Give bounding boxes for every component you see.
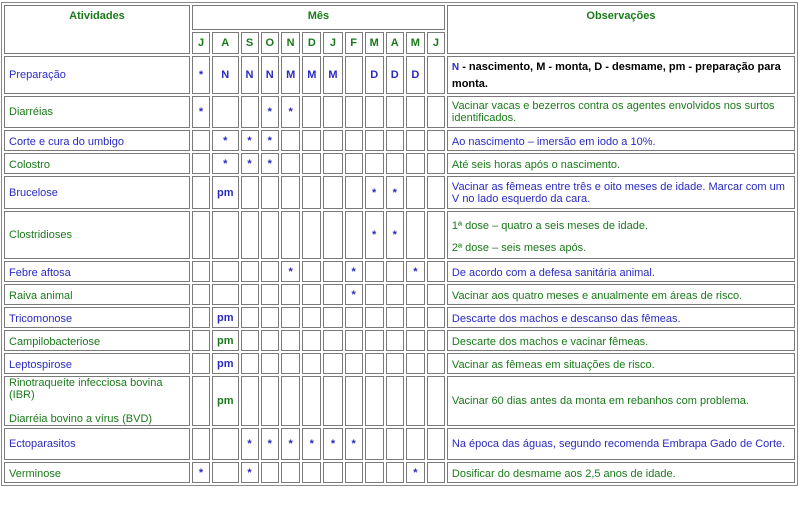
mark-cell	[345, 56, 363, 94]
observation-cell: Ao nascimento – imersão em iodo a 10%.	[447, 130, 795, 151]
month-feb: F	[345, 32, 363, 54]
observation-line: 2ª dose – seis meses após.	[451, 242, 587, 254]
mark-cell	[302, 176, 321, 209]
mark-cell: *	[192, 56, 210, 94]
mark-cell: *	[261, 130, 280, 151]
mark-cell	[302, 462, 321, 483]
mark-cell	[406, 176, 425, 209]
mark-cell	[212, 261, 239, 282]
mark-cell: *	[192, 462, 210, 483]
observation-cell: Vacinar 60 dias antes da monta em rebanhos com problema.	[447, 376, 795, 426]
mark-cell	[365, 96, 384, 128]
mark-cell: *	[241, 462, 259, 483]
mark-cell: M	[302, 56, 321, 94]
mark-cell	[386, 130, 404, 151]
mark-cell	[323, 284, 342, 305]
mark-cell	[212, 96, 239, 128]
table-row	[4, 56, 795, 94]
month-oct: O	[261, 32, 280, 54]
mark-cell	[345, 130, 363, 151]
mark-cell	[261, 211, 280, 259]
activity-cell: Corte e cura do umbigo	[4, 130, 190, 151]
mark-cell: *	[406, 261, 425, 282]
header-row	[4, 5, 795, 30]
mark-cell	[281, 307, 300, 328]
table-row	[4, 428, 795, 460]
mark-cell	[323, 261, 342, 282]
mark-cell	[345, 307, 363, 328]
mark-cell	[365, 376, 384, 426]
mark-cell	[323, 130, 342, 151]
mark-cell: *	[212, 153, 239, 174]
mark-cell: *	[345, 261, 363, 282]
table-row	[4, 376, 795, 426]
activity-cell: Diarréias	[4, 96, 190, 128]
mark-cell: *	[386, 176, 404, 209]
table-row	[4, 211, 795, 259]
mark-cell: *	[261, 428, 280, 460]
observation-cell: Descarte dos machos e descanso das fêmeas.	[447, 307, 795, 328]
mark-cell: *	[281, 96, 300, 128]
mark-cell	[241, 353, 259, 374]
mark-cell	[427, 428, 445, 460]
table-row	[4, 353, 795, 374]
mark-cell: *	[345, 284, 363, 305]
mark-cell	[192, 176, 210, 209]
mark-cell	[212, 428, 239, 460]
legend-m: M	[536, 60, 546, 73]
mark-cell	[281, 462, 300, 483]
mark-cell	[302, 261, 321, 282]
mark-cell	[302, 153, 321, 174]
mark-cell	[192, 261, 210, 282]
mark-cell	[302, 284, 321, 305]
mark-cell	[406, 211, 425, 259]
mark-cell	[212, 211, 239, 259]
mark-cell	[406, 307, 425, 328]
mark-cell: D	[386, 56, 404, 94]
activity-line: Rinotraqueíte infecciosa bovina (IBR)	[9, 377, 163, 401]
mark-cell	[261, 376, 280, 426]
mark-cell: *	[281, 261, 300, 282]
mark-cell: pm	[212, 330, 239, 351]
mark-cell: *	[345, 428, 363, 460]
mark-cell	[365, 130, 384, 151]
mark-cell	[386, 153, 404, 174]
month-apr: A	[386, 32, 404, 54]
mark-cell	[261, 176, 280, 209]
mark-cell: N	[241, 56, 259, 94]
table-row	[4, 153, 795, 174]
mark-cell	[323, 376, 342, 426]
activity-cell: Raiva animal	[4, 284, 190, 305]
mark-cell	[281, 153, 300, 174]
mark-cell	[192, 130, 210, 151]
legend-n-text: - nascimento,	[459, 60, 537, 73]
mark-cell	[212, 284, 239, 305]
mark-cell	[386, 428, 404, 460]
mark-cell	[261, 284, 280, 305]
activity-cell: Ectoparasitos	[4, 428, 190, 460]
table-row	[4, 462, 795, 483]
activities-header: Atividades	[4, 5, 190, 54]
mark-cell	[406, 330, 425, 351]
mark-cell	[427, 153, 445, 174]
activity-cell	[4, 376, 190, 426]
mark-cell	[302, 96, 321, 128]
mark-cell	[241, 176, 259, 209]
mark-cell	[406, 130, 425, 151]
activity-cell: Tricomonose	[4, 307, 190, 328]
mark-cell	[281, 330, 300, 351]
mark-cell	[345, 462, 363, 483]
mark-cell: *	[323, 428, 342, 460]
mark-cell: *	[365, 176, 384, 209]
legend-m-text: - monta,	[545, 60, 595, 73]
mark-cell	[365, 153, 384, 174]
observation-cell: Dosificar do desmame aos 2,5 anos de idade.	[447, 462, 795, 483]
mark-cell: *	[365, 211, 384, 259]
mark-cell: *	[302, 428, 321, 460]
mark-cell	[323, 353, 342, 374]
legend-d: D	[594, 60, 603, 73]
mark-cell	[427, 261, 445, 282]
month-jan: J	[323, 32, 342, 54]
table-row	[4, 284, 795, 305]
mark-cell	[241, 330, 259, 351]
activity-cell: Brucelose	[4, 176, 190, 209]
mark-cell: *	[241, 153, 259, 174]
mark-cell	[427, 376, 445, 426]
activity-cell: Clostridioses	[4, 211, 190, 259]
mark-cell	[261, 330, 280, 351]
mark-cell	[192, 307, 210, 328]
table-row	[4, 130, 795, 151]
mark-cell	[427, 96, 445, 128]
mark-cell: N	[261, 56, 280, 94]
mark-cell	[406, 353, 425, 374]
legend-pm: pm	[668, 60, 686, 73]
mark-cell	[427, 130, 445, 151]
legend-pm-text: - preparação para monta.	[451, 60, 781, 90]
mark-cell	[386, 353, 404, 374]
mark-cell	[281, 376, 300, 426]
mark-cell	[192, 284, 210, 305]
mark-cell: pm	[212, 176, 239, 209]
mark-cell	[365, 353, 384, 374]
mark-cell	[406, 96, 425, 128]
activity-cell: Preparação	[4, 56, 190, 94]
mark-cell	[192, 211, 210, 259]
mark-cell	[302, 211, 321, 259]
mark-cell	[281, 130, 300, 151]
activity-cell: Febre aftosa	[4, 261, 190, 282]
mark-cell: N	[212, 56, 239, 94]
mark-cell	[427, 330, 445, 351]
mark-cell: M	[323, 56, 342, 94]
mark-cell	[323, 330, 342, 351]
mark-cell: pm	[212, 307, 239, 328]
mark-cell	[386, 330, 404, 351]
mark-cell	[302, 307, 321, 328]
mark-cell: pm	[212, 376, 239, 426]
mark-cell	[345, 153, 363, 174]
mark-cell	[302, 130, 321, 151]
mark-cell	[302, 353, 321, 374]
observation-cell	[447, 211, 795, 259]
mark-cell	[345, 96, 363, 128]
mark-cell	[281, 353, 300, 374]
mark-cell	[241, 307, 259, 328]
month-header: Mês	[192, 5, 445, 30]
vaccination-calendar-table	[1, 2, 798, 486]
mark-cell	[241, 211, 259, 259]
mark-cell	[323, 176, 342, 209]
mark-cell	[323, 211, 342, 259]
month-jun: J	[427, 32, 445, 54]
activity-line: Diarréia bovino a vírus (BVD)	[9, 413, 153, 425]
mark-cell	[386, 462, 404, 483]
mark-cell	[261, 353, 280, 374]
mark-cell	[365, 462, 384, 483]
mark-cell	[241, 284, 259, 305]
mark-cell	[427, 307, 445, 328]
mark-cell	[427, 176, 445, 209]
mark-cell	[386, 307, 404, 328]
mark-cell	[192, 153, 210, 174]
mark-cell	[386, 96, 404, 128]
mark-cell: D	[365, 56, 384, 94]
activity-cell: Colostro	[4, 153, 190, 174]
activity-cell: Campilobacteriose	[4, 330, 190, 351]
mark-cell	[192, 330, 210, 351]
mark-cell	[386, 261, 404, 282]
month-may: M	[406, 32, 425, 54]
observation-cell: Vacinar vacas e bezerros contra os agentes envolvidos nos surtos identificados.	[447, 96, 795, 128]
legend-cell	[447, 56, 795, 94]
mark-cell	[212, 462, 239, 483]
legend-d-text: - desmame,	[602, 60, 669, 73]
mark-cell	[345, 176, 363, 209]
mark-cell	[281, 211, 300, 259]
mark-cell: *	[261, 153, 280, 174]
mark-cell: *	[212, 130, 239, 151]
mark-cell	[365, 330, 384, 351]
mark-cell	[406, 153, 425, 174]
observation-cell: De acordo com a defesa sanitária animal.	[447, 261, 795, 282]
mark-cell	[365, 261, 384, 282]
observation-cell: Até seis horas após o nascimento.	[447, 153, 795, 174]
mark-cell	[427, 353, 445, 374]
legend-n: N	[451, 61, 460, 73]
observation-line: 1ª dose – quatro a seis meses de idade.	[451, 220, 649, 232]
mark-cell: *	[241, 130, 259, 151]
month-jul: J	[192, 32, 210, 54]
mark-cell	[261, 261, 280, 282]
mark-cell	[192, 376, 210, 426]
mark-cell	[192, 428, 210, 460]
mark-cell	[345, 376, 363, 426]
mark-cell: D	[406, 56, 425, 94]
observation-cell: Vacinar aos quatro meses e anualmente em áreas de risco.	[447, 284, 795, 305]
mark-cell	[241, 261, 259, 282]
mark-cell	[281, 284, 300, 305]
month-mar: M	[365, 32, 384, 54]
mark-cell	[427, 462, 445, 483]
mark-cell	[386, 284, 404, 305]
month-nov: N	[281, 32, 300, 54]
mark-cell	[345, 330, 363, 351]
mark-cell	[386, 376, 404, 426]
mark-cell	[427, 56, 445, 94]
mark-cell: *	[386, 211, 404, 259]
mark-cell	[365, 307, 384, 328]
activity-cell: Leptospirose	[4, 353, 190, 374]
mark-cell	[323, 153, 342, 174]
table-row	[4, 330, 795, 351]
table-row	[4, 261, 795, 282]
mark-cell	[241, 376, 259, 426]
observation-cell: Vacinar as fêmeas em situações de risco.	[447, 353, 795, 374]
mark-cell	[365, 428, 384, 460]
mark-cell	[302, 376, 321, 426]
mark-cell: *	[192, 96, 210, 128]
mark-cell: *	[281, 428, 300, 460]
observations-header: Observações	[447, 5, 795, 54]
month-sep: S	[241, 32, 259, 54]
activity-cell: Verminose	[4, 462, 190, 483]
mark-cell: *	[406, 462, 425, 483]
observation-cell: Descarte dos machos e vacinar fêmeas.	[447, 330, 795, 351]
mark-cell: M	[281, 56, 300, 94]
mark-cell	[406, 376, 425, 426]
table-row	[4, 176, 795, 209]
mark-cell	[281, 176, 300, 209]
mark-cell: *	[241, 428, 259, 460]
mark-cell	[323, 96, 342, 128]
table-row	[4, 96, 795, 128]
mark-cell	[302, 330, 321, 351]
mark-cell	[345, 211, 363, 259]
mark-cell	[406, 428, 425, 460]
month-dec: D	[302, 32, 321, 54]
mark-cell	[241, 96, 259, 128]
mark-cell	[406, 284, 425, 305]
mark-cell	[427, 211, 445, 259]
mark-cell	[365, 284, 384, 305]
mark-cell	[323, 462, 342, 483]
mark-cell	[192, 353, 210, 374]
mark-cell	[261, 307, 280, 328]
mark-cell	[261, 462, 280, 483]
observation-cell: Vacinar as fêmeas entre três e oito meses de idade. Marcar com um V no lado esquerdo da cara.	[447, 176, 795, 209]
month-aug: A	[212, 32, 239, 54]
mark-cell: *	[261, 96, 280, 128]
mark-cell	[345, 353, 363, 374]
table-row	[4, 307, 795, 328]
mark-cell: pm	[212, 353, 239, 374]
observation-cell: Na época das águas, segundo recomenda Embrapa Gado de Corte.	[447, 428, 795, 460]
mark-cell	[427, 284, 445, 305]
mark-cell	[323, 307, 342, 328]
